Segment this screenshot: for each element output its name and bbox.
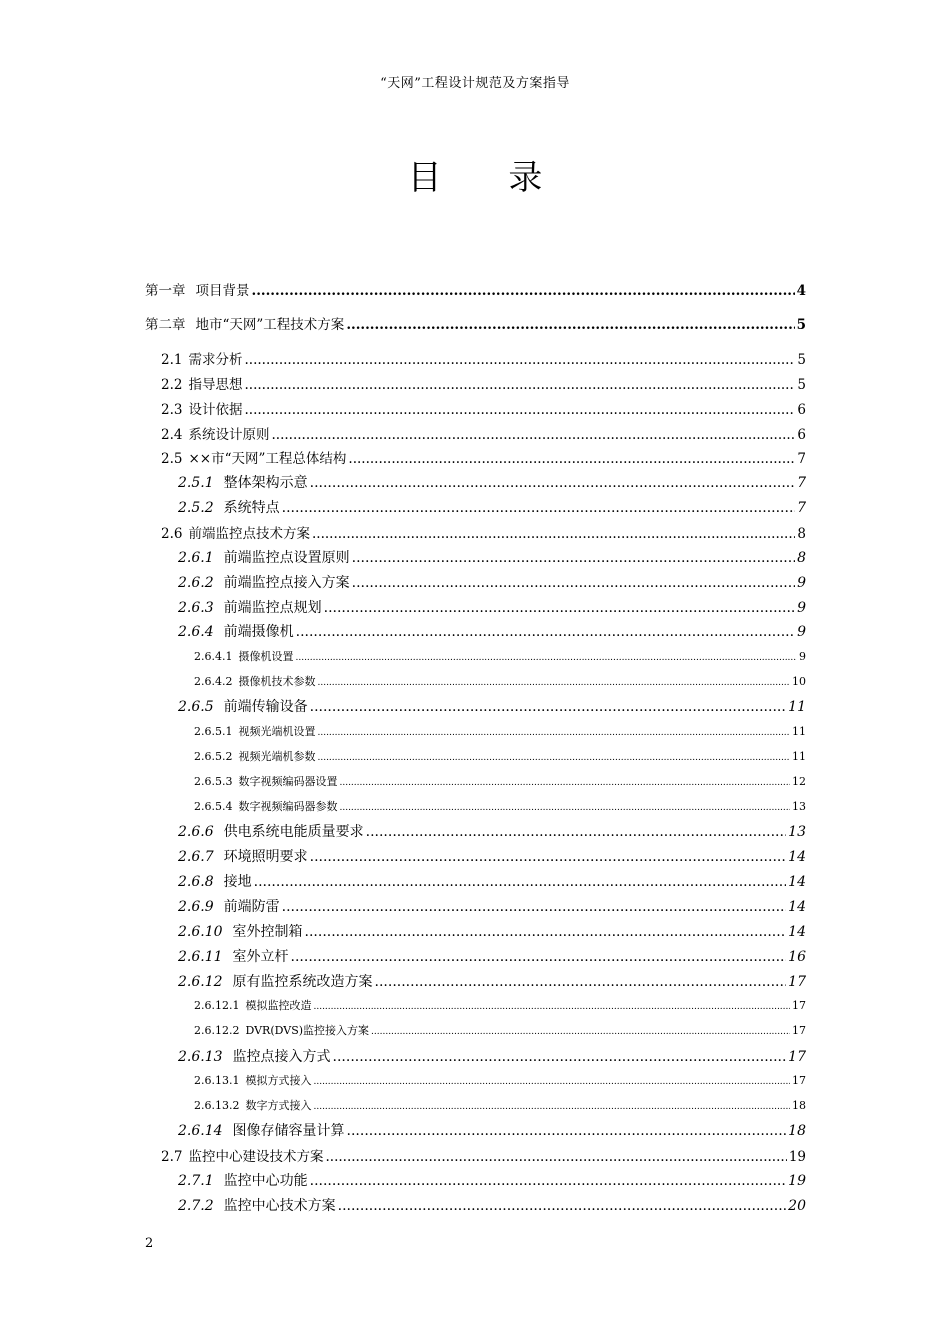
toc-leader-dots	[305, 924, 787, 940]
toc-leader-dots	[346, 317, 794, 333]
toc-entry-page: 17	[792, 1024, 806, 1037]
toc-entry[interactable]	[178, 896, 806, 916]
toc-entry-page: 14	[788, 924, 806, 940]
toc-entry-title: 摄像机设置	[238, 650, 294, 663]
toc-entry-title: 图像存储容量计算	[232, 1123, 345, 1139]
toc-entry-title: DVR(DVS)监控接入方案	[245, 1024, 370, 1037]
page-number: 2	[145, 1236, 154, 1251]
toc-entry-title: 供电系统电能质量要求	[223, 824, 364, 840]
toc-leader-dots	[313, 1102, 790, 1112]
toc-entry-number: 2.6.4.1	[194, 650, 233, 663]
toc-leader-dots	[310, 1173, 787, 1189]
toc-entry-page: 9	[797, 624, 806, 640]
toc-leader-dots	[295, 653, 797, 663]
toc-entry[interactable]	[194, 748, 806, 764]
toc-entry-title: 前端监控点规划	[223, 600, 322, 616]
toc-entry-number: 2.5	[161, 451, 183, 467]
toc-leader-dots	[291, 949, 787, 965]
toc-entry-title: 前端防雷	[223, 899, 280, 915]
toc-entry-number: 2.4	[161, 427, 183, 443]
toc-entry-number: 2.6.5.3	[194, 775, 233, 788]
toc-entry-number: 2.5.2	[178, 500, 214, 516]
toc-entry[interactable]	[194, 1097, 806, 1113]
toc-entry-title: 数字视频编码器设置	[238, 775, 338, 788]
toc-entry-number: 2.6.11	[178, 949, 223, 965]
toc-entry-page: 9	[799, 650, 806, 663]
toc-leader-dots	[282, 899, 787, 915]
toc-entry-title: 前端监控点设置原则	[223, 550, 350, 566]
toc-entry-number: 2.2	[161, 377, 183, 393]
toc-entry-title: 视频光端机设置	[238, 725, 316, 738]
toc-entry[interactable]	[178, 921, 806, 941]
toc-entry-page: 5	[797, 377, 806, 393]
toc-entry-number: 2.6.3	[178, 600, 214, 616]
toc-leader-dots	[317, 753, 790, 763]
toc-entry-title: 前端监控点技术方案	[188, 526, 310, 542]
toc-entry-title: 前端传输设备	[223, 699, 308, 715]
toc-entry-title: 数字方式接入	[245, 1099, 312, 1112]
toc-entry-page: 13	[788, 824, 806, 840]
toc-entry-title: 系统设计原则	[188, 427, 270, 443]
toc-entry-number: 2.6.5.2	[194, 750, 233, 763]
toc-leader-dots	[339, 803, 790, 813]
toc-entry-number: 2.6.2	[178, 575, 214, 591]
toc-entry[interactable]	[161, 522, 806, 542]
toc-entry-page: 5	[797, 352, 806, 368]
toc-leader-dots	[352, 575, 795, 591]
toc-entry[interactable]	[178, 821, 806, 841]
toc-entry-number: 2.6.1	[178, 550, 214, 566]
toc-entry[interactable]	[178, 696, 806, 716]
toc-entry-title: 指导思想	[188, 377, 243, 393]
toc-entry-number: 2.6.12.1	[194, 999, 240, 1012]
toc-entry-number: 2.6.6	[178, 824, 214, 840]
toc-entry-page: 16	[788, 949, 806, 965]
toc-entry[interactable]	[194, 798, 806, 814]
toc-entry-page: 13	[792, 800, 806, 813]
toc-entry[interactable]	[178, 547, 806, 567]
toc-leader-dots	[317, 678, 790, 688]
toc-entry-title: 摄像机技术参数	[238, 675, 316, 688]
toc-entry-title: 监控中心技术方案	[223, 1198, 336, 1214]
toc-leader-dots	[366, 824, 787, 840]
toc-entry-title: 模拟方式接入	[245, 1074, 312, 1087]
toc-entry[interactable]	[161, 447, 806, 467]
toc-entry-number: 2.6.8	[178, 874, 214, 890]
toc-leader-dots	[254, 874, 787, 890]
toc-entry-number: 2.6.5.4	[194, 800, 233, 813]
toc-entry-number: 2.6.14	[178, 1123, 223, 1139]
toc-entry[interactable]	[194, 673, 806, 689]
toc-entry[interactable]	[161, 373, 806, 393]
toc-entry[interactable]	[194, 723, 806, 739]
toc-entry-page: 20	[788, 1198, 806, 1214]
toc-leader-dots	[347, 1123, 787, 1139]
toc-entry-title: ××市“天网”工程总体结构	[188, 451, 347, 467]
toc-entry-page: 4	[796, 283, 806, 299]
toc-entry-number: 2.3	[161, 402, 183, 418]
toc-entry-page: 11	[788, 699, 806, 715]
toc-entry-number: 2.7.1	[178, 1173, 214, 1189]
toc-entry-page: 12	[792, 775, 806, 788]
page-header: “天网”工程设计规范及方案指导	[380, 76, 570, 91]
toc-entry-title: 前端监控点接入方案	[223, 575, 350, 591]
toc-entry-number: 2.6.13.2	[194, 1099, 240, 1112]
toc-entry-page: 17	[792, 999, 806, 1012]
toc-entry-number: 第一章	[145, 283, 186, 299]
toc-entry-number: 2.6.4.2	[194, 675, 233, 688]
toc-entry-page: 9	[797, 600, 806, 616]
toc-entry-page: 17	[792, 1074, 806, 1087]
toc-entry[interactable]	[178, 472, 806, 492]
toc-entry-number: 2.6.13.1	[194, 1074, 240, 1087]
toc-entry-page: 14	[788, 874, 806, 890]
toc-entry[interactable]	[178, 871, 806, 891]
toc-entry-number: 2.6.10	[178, 924, 223, 940]
toc-entry[interactable]	[194, 1022, 806, 1038]
toc-entry-title: 环境照明要求	[223, 849, 308, 865]
toc-entry[interactable]	[178, 497, 806, 517]
toc-entry[interactable]	[194, 1072, 806, 1088]
toc-entry-title: 需求分析	[188, 352, 243, 368]
toc-entry-title: 地市“天网”工程技术方案	[195, 317, 345, 333]
toc-leader-dots	[313, 1002, 790, 1012]
toc-leader-dots	[324, 600, 795, 616]
toc-entry-title: 接地	[223, 874, 252, 890]
toc-entry[interactable]	[178, 572, 806, 592]
toc-leader-dots	[310, 699, 787, 715]
toc-entry-number: 第二章	[145, 317, 186, 333]
toc-entry-title: 原有监控系统改造方案	[232, 974, 373, 990]
toc-entry[interactable]	[161, 423, 806, 443]
toc-entry[interactable]	[194, 648, 806, 664]
toc-entry-number: 2.6.5	[178, 699, 214, 715]
toc-entry[interactable]	[161, 1145, 806, 1165]
toc-entry-page: 5	[796, 317, 806, 333]
toc-entry[interactable]	[178, 621, 806, 641]
toc-leader-dots	[310, 849, 787, 865]
toc-entry-page: 18	[788, 1123, 806, 1139]
toc-entry-page: 8	[797, 526, 806, 542]
toc-entry-title: 视频光端机参数	[238, 750, 316, 763]
toc-entry-page: 7	[797, 500, 806, 516]
toc-entry-page: 8	[797, 550, 806, 566]
toc-entry-page: 10	[792, 675, 806, 688]
toc-entry[interactable]	[145, 313, 806, 333]
page-title: 目 录	[407, 158, 571, 198]
toc-entry-page: 14	[788, 849, 806, 865]
toc-entry-number: 2.7	[161, 1149, 183, 1165]
toc-entry-title: 项目背景	[195, 283, 250, 299]
toc-entry[interactable]	[178, 971, 806, 991]
toc-entry-number: 2.6	[161, 526, 183, 542]
toc-entry-title: 系统特点	[223, 500, 280, 516]
toc-leader-dots	[244, 377, 795, 393]
toc-leader-dots	[296, 624, 795, 640]
toc-entry-title: 数字视频编码器参数	[238, 800, 338, 813]
toc-leader-dots	[271, 427, 795, 443]
toc-leader-dots	[348, 451, 795, 467]
toc-entry-number: 2.6.5.1	[194, 725, 233, 738]
toc-leader-dots	[244, 402, 795, 418]
toc-leader-dots	[313, 1077, 790, 1087]
toc-entry-title: 模拟监控改造	[245, 999, 312, 1012]
toc-entry[interactable]	[178, 946, 806, 966]
toc-entry[interactable]	[161, 348, 806, 368]
toc-entry[interactable]	[194, 773, 806, 789]
toc-entry-page: 17	[788, 1049, 806, 1065]
toc-entry-page: 7	[797, 475, 806, 491]
toc-entry-title: 室外控制箱	[232, 924, 303, 940]
toc-entry-page: 7	[797, 451, 806, 467]
toc-entry[interactable]	[145, 279, 806, 299]
toc-entry[interactable]	[178, 1120, 806, 1140]
toc-leader-dots	[317, 728, 790, 738]
toc-entry-number: 2.6.9	[178, 899, 214, 915]
toc-entry-page: 11	[792, 725, 806, 738]
toc-entry-title: 监控中心功能	[223, 1173, 308, 1189]
toc-entry-number: 2.6.13	[178, 1049, 223, 1065]
toc-entry-page: 14	[788, 899, 806, 915]
toc-entry-page: 6	[797, 427, 806, 443]
toc-leader-dots	[333, 1049, 787, 1065]
toc-entry[interactable]	[178, 597, 806, 617]
toc-entry-number: 2.6.12	[178, 974, 223, 990]
toc-entry-page: 19	[788, 1173, 806, 1189]
toc-entry-title: 前端摄像机	[223, 624, 294, 640]
toc-entry[interactable]	[178, 846, 806, 866]
toc-leader-dots	[252, 283, 795, 299]
toc-entry-number: 2.7.2	[178, 1198, 214, 1214]
toc-leader-dots	[325, 1149, 786, 1165]
toc-leader-dots	[339, 778, 790, 788]
toc-entry[interactable]	[178, 1046, 806, 1066]
toc-entry-title: 监控点接入方式	[232, 1049, 331, 1065]
toc-leader-dots	[244, 352, 795, 368]
toc-leader-dots	[338, 1198, 787, 1214]
toc-leader-dots	[375, 974, 787, 990]
toc-entry-number: 2.5.1	[178, 475, 214, 491]
toc-leader-dots	[310, 475, 795, 491]
toc-entry-page: 17	[788, 974, 806, 990]
toc-leader-dots	[312, 526, 795, 542]
toc-entry-page: 6	[797, 402, 806, 418]
toc-entry-title: 设计依据	[188, 402, 243, 418]
toc-entry-title: 监控中心建设技术方案	[188, 1149, 324, 1165]
toc-entry-number: 2.6.12.2	[194, 1024, 240, 1037]
toc-entry[interactable]	[178, 1195, 806, 1215]
toc-entry-page: 9	[797, 575, 806, 591]
toc-entry[interactable]	[161, 398, 806, 418]
toc-entry[interactable]	[178, 1170, 806, 1190]
toc-entry-title: 整体架构示意	[223, 475, 308, 491]
toc-entry-page: 11	[792, 750, 806, 763]
toc-entry-page: 19	[788, 1149, 806, 1165]
toc-entry-number: 2.6.7	[178, 849, 214, 865]
toc-entry-page: 18	[792, 1099, 806, 1112]
toc-leader-dots	[282, 500, 795, 516]
toc-entry-title: 室外立杆	[232, 949, 289, 965]
toc-leader-dots	[352, 550, 795, 566]
toc-entry-number: 2.1	[161, 352, 183, 368]
toc-leader-dots	[371, 1027, 790, 1037]
toc-entry-number: 2.6.4	[178, 624, 214, 640]
toc-entry[interactable]	[194, 997, 806, 1013]
